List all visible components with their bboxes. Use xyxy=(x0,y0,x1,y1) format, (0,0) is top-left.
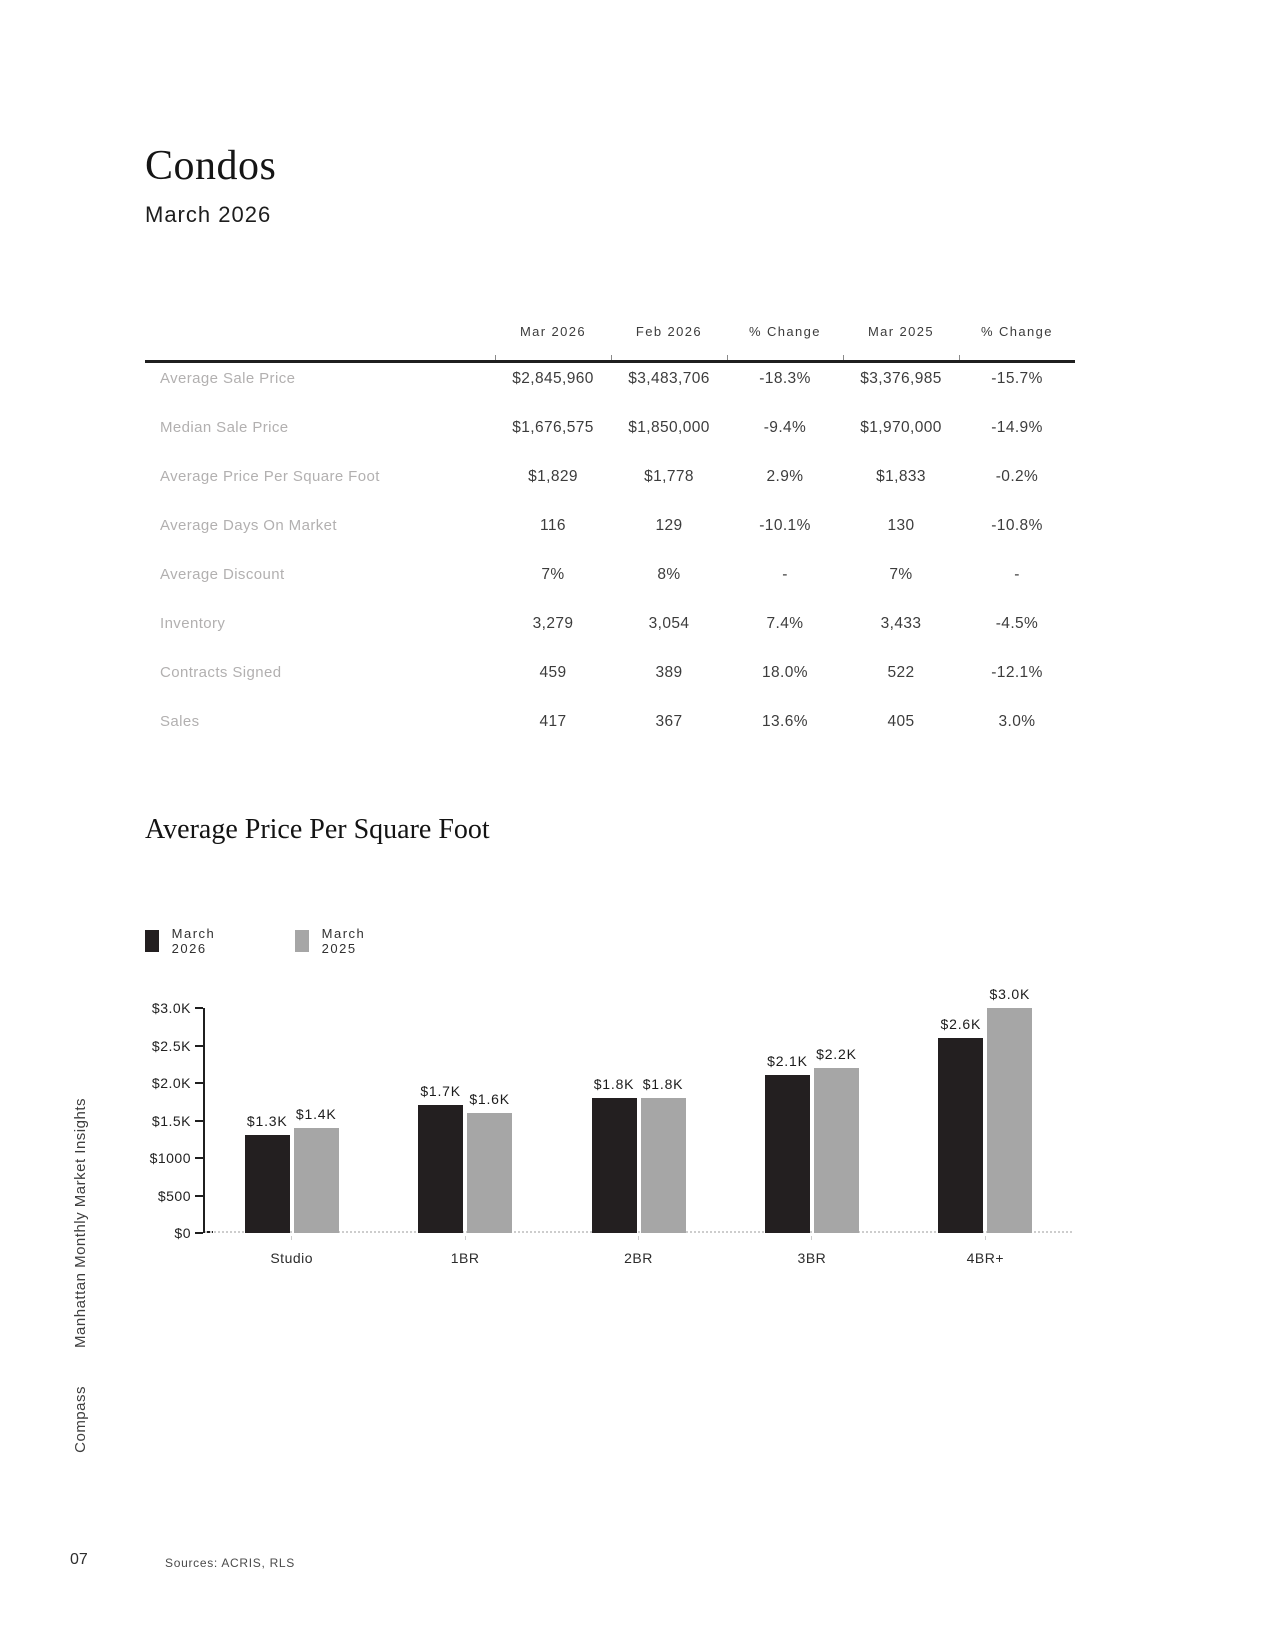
cell-value: -18.3% xyxy=(759,369,811,387)
sources-note: Sources: ACRIS, RLS xyxy=(165,1556,296,1570)
y-axis-label: $2.0K xyxy=(151,1075,191,1091)
legend-label: March 2026 xyxy=(171,926,216,956)
legend-swatch-march-2026 xyxy=(145,930,159,952)
row-label: Median Sale Price xyxy=(160,419,289,436)
cell-value: 116 xyxy=(540,516,566,534)
bar-group xyxy=(899,986,1072,1266)
bar-march-2026 xyxy=(245,1135,290,1233)
cell-value: - xyxy=(782,565,788,583)
y-axis-tick xyxy=(195,1007,203,1009)
bar-march-2025 xyxy=(294,1128,339,1233)
column-header: % Change xyxy=(981,323,1053,339)
bar-march-2026 xyxy=(938,1038,983,1233)
category-label: 2BR xyxy=(624,1250,653,1266)
cell-value: -10.1% xyxy=(759,516,811,534)
y-axis-tick xyxy=(195,1082,203,1084)
cell-value: 389 xyxy=(655,663,683,681)
cell-value: 2.9% xyxy=(766,467,804,485)
legend-item-prior xyxy=(295,926,374,956)
cell-value: 7.4% xyxy=(766,614,804,632)
cell-value: -10.8% xyxy=(991,516,1043,534)
table-row xyxy=(145,550,1075,599)
cell-value: $1,778 xyxy=(644,467,694,485)
cell-value: -9.4% xyxy=(763,418,807,436)
cell-value: $1,833 xyxy=(876,467,926,485)
row-label: Inventory xyxy=(160,615,226,632)
bar-value-label: $3.0K xyxy=(989,986,1031,1002)
y-axis-tick xyxy=(195,1157,203,1159)
category-label: 1BR xyxy=(450,1250,480,1266)
page-subtitle: March 2026 xyxy=(145,202,272,227)
bar-chart xyxy=(145,986,1075,1288)
bar-march-2026 xyxy=(765,1075,810,1233)
table-row xyxy=(145,403,1075,452)
cell-value: 459 xyxy=(539,663,567,681)
y-axis-label: $1000 xyxy=(149,1150,191,1166)
y-axis-label: $0 xyxy=(174,1225,191,1241)
cell-value: 8% xyxy=(657,565,681,583)
cell-value: $1,850,000 xyxy=(628,418,710,436)
bar-value-label: $1.8K xyxy=(593,1076,635,1092)
y-axis-label: $1.5K xyxy=(151,1112,191,1129)
y-axis-label: $3.0K xyxy=(151,1000,191,1016)
x-axis-tick xyxy=(811,1236,812,1240)
bar-march-2026 xyxy=(592,1098,637,1233)
column-header: Mar 2025 xyxy=(867,323,935,339)
page-title: Condos xyxy=(145,143,277,189)
bar-march-2025 xyxy=(467,1113,512,1233)
y-axis-labels xyxy=(145,1000,191,1241)
bar-value-label: $1.4K xyxy=(295,1106,337,1122)
bar-groups xyxy=(205,986,1072,1266)
row-label: Average Days On Market xyxy=(160,517,337,534)
cell-value: - xyxy=(1014,565,1020,583)
cell-value: -15.7% xyxy=(991,369,1043,387)
y-axis-tick xyxy=(195,1232,203,1234)
stats-table xyxy=(145,354,1075,746)
cell-value: 3,279 xyxy=(532,614,574,632)
column-header: % Change xyxy=(749,323,821,339)
table-header xyxy=(145,315,1075,347)
bar-group xyxy=(552,1008,725,1266)
y-axis-tick xyxy=(195,1045,203,1047)
table-row xyxy=(145,501,1075,550)
x-axis-tick xyxy=(638,1236,639,1240)
table-row xyxy=(145,697,1075,746)
bar-value-label: $1.6K xyxy=(469,1091,510,1107)
row-label: Average Price Per Square Foot xyxy=(160,468,380,485)
y-axis-label: $2.5K xyxy=(151,1037,191,1054)
cell-value: 3.0% xyxy=(998,712,1036,730)
cell-value: $3,376,985 xyxy=(860,369,942,387)
category-label: 3BR xyxy=(797,1250,827,1266)
category-label: Studio xyxy=(270,1250,314,1266)
cell-value: $3,483,706 xyxy=(628,369,710,387)
table-row xyxy=(145,648,1075,697)
bar-group xyxy=(378,1008,551,1266)
y-axis-label: $500 xyxy=(157,1187,191,1204)
row-label: Average Sale Price xyxy=(160,370,296,387)
column-header: Mar 2026 xyxy=(519,323,587,339)
bar-group xyxy=(205,1008,378,1266)
bar-march-2026 xyxy=(418,1105,463,1233)
chart-title: Average Price Per Square Foot xyxy=(145,814,490,845)
table-row xyxy=(145,354,1075,403)
cell-value: $2,845,960 xyxy=(512,369,594,387)
category-label: 4BR+ xyxy=(966,1250,1005,1266)
cell-value: 417 xyxy=(539,712,567,730)
cell-value: -12.1% xyxy=(991,663,1043,681)
y-axis-tick xyxy=(195,1195,203,1197)
cell-value: 7% xyxy=(889,565,913,583)
cell-value: 3,433 xyxy=(880,614,922,632)
cell-value: $1,676,575 xyxy=(512,418,594,436)
table-row xyxy=(145,452,1075,501)
bar-value-label: $1.3K xyxy=(246,1113,288,1129)
cell-value: 129 xyxy=(655,516,683,534)
cell-value: 7% xyxy=(541,565,565,583)
cell-value: -14.9% xyxy=(991,418,1043,436)
cell-value: 18.0% xyxy=(762,663,808,681)
y-axis-tick xyxy=(195,1120,203,1122)
bar-value-label: $1.7K xyxy=(420,1083,461,1099)
bar-value-label: $2.6K xyxy=(940,1016,982,1032)
column-header: Feb 2026 xyxy=(635,323,703,339)
row-label: Contracts Signed xyxy=(160,664,282,681)
brand-wordmark: Compass xyxy=(72,1386,89,1453)
x-axis-tick xyxy=(465,1236,466,1240)
sidebar-vertical-text: Manhattan Monthly Market Insights xyxy=(72,1098,89,1348)
legend-item-current xyxy=(145,926,224,956)
cell-value: 13.6% xyxy=(762,712,808,730)
table-row xyxy=(145,599,1075,648)
cell-value: 405 xyxy=(887,712,915,730)
bar-march-2025 xyxy=(641,1098,686,1233)
bar-group xyxy=(725,1008,898,1266)
bar-value-label: $1.8K xyxy=(642,1076,684,1092)
row-label: Average Discount xyxy=(160,566,285,583)
bar-march-2025 xyxy=(987,1008,1032,1233)
cell-value: -0.2% xyxy=(995,467,1039,485)
x-axis-tick xyxy=(985,1236,986,1240)
bar-value-label: $2.1K xyxy=(767,1053,808,1069)
cell-value: $1,970,000 xyxy=(860,418,942,436)
row-label: Sales xyxy=(160,713,200,730)
cell-value: 367 xyxy=(655,712,683,730)
legend-swatch-march-2025 xyxy=(295,930,309,952)
page-number: 07 xyxy=(70,1551,88,1568)
cell-value: -4.5% xyxy=(995,614,1039,632)
bar-value-label: $2.2K xyxy=(816,1046,857,1062)
bar-march-2025 xyxy=(814,1068,859,1233)
cell-value: $1,829 xyxy=(528,467,578,485)
legend-label: March 2025 xyxy=(321,926,366,956)
x-axis-tick xyxy=(291,1236,292,1240)
cell-value: 130 xyxy=(887,516,915,534)
cell-value: 522 xyxy=(887,663,915,681)
cell-value: 3,054 xyxy=(648,614,690,632)
